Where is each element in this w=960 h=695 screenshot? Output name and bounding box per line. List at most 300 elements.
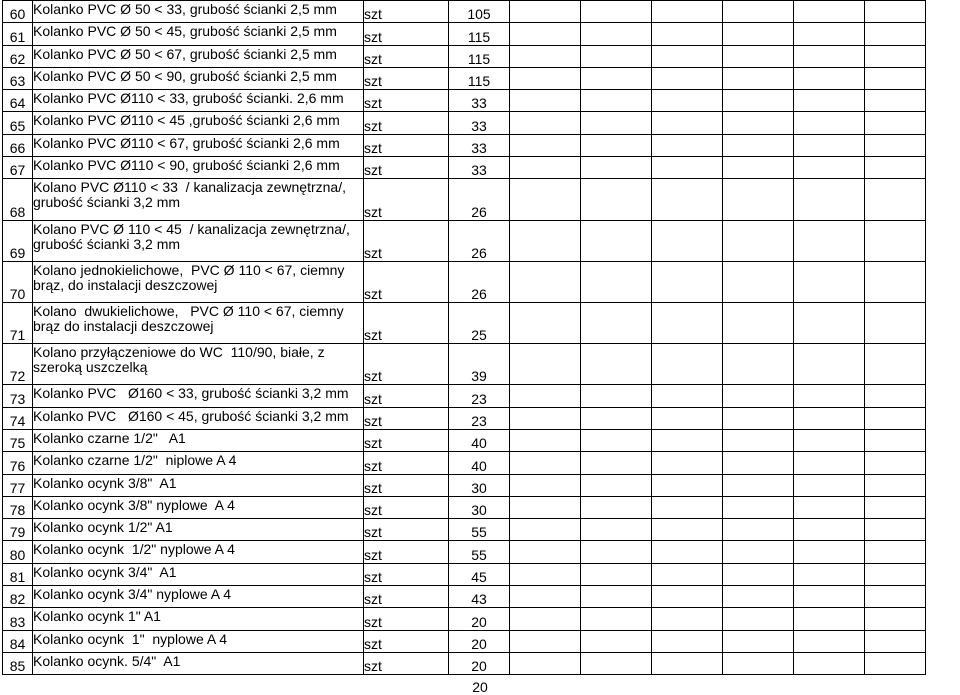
row-quantity: 20 — [449, 652, 510, 674]
row-unit: szt — [364, 134, 449, 156]
empty-cell — [723, 112, 794, 134]
empty-cell — [652, 407, 723, 429]
empty-cell — [510, 608, 581, 630]
row-description — [33, 261, 364, 302]
row-unit: szt — [364, 344, 449, 385]
empty-cell — [510, 652, 581, 674]
empty-cell — [794, 302, 865, 343]
empty-cell — [794, 652, 865, 674]
empty-cell — [794, 1, 865, 23]
row-description — [33, 179, 364, 220]
empty-cell — [723, 90, 794, 112]
row-description — [33, 519, 364, 541]
row-number: 74 — [3, 407, 33, 429]
empty-cell — [652, 608, 723, 630]
empty-cell — [723, 261, 794, 302]
empty-cell — [794, 179, 865, 220]
empty-cell — [510, 1, 581, 23]
description-line: Kolanko ocynk 3/4" A1 — [33, 563, 177, 580]
table-row — [3, 112, 926, 134]
empty-cell — [723, 67, 794, 89]
table-row — [3, 179, 926, 220]
row-description — [33, 134, 364, 156]
table-row — [3, 1, 926, 23]
empty-cell — [581, 45, 652, 67]
empty-cell — [723, 344, 794, 385]
empty-cell — [581, 496, 652, 518]
row-unit: szt — [364, 519, 449, 541]
row-description — [33, 23, 364, 45]
row-unit: szt — [364, 90, 449, 112]
row-number: 81 — [3, 563, 33, 585]
empty-cell — [510, 541, 581, 563]
row-quantity: 115 — [449, 45, 510, 67]
empty-cell — [794, 157, 865, 179]
empty-cell — [581, 302, 652, 343]
row-number: 80 — [3, 541, 33, 563]
row-number: 69 — [3, 220, 33, 261]
empty-cell — [865, 179, 926, 220]
row-description — [33, 157, 364, 179]
empty-cell — [652, 563, 723, 585]
empty-cell — [794, 45, 865, 67]
row-quantity: 40 — [449, 429, 510, 451]
row-unit: szt — [364, 608, 449, 630]
row-number: 75 — [3, 429, 33, 451]
table-row — [3, 452, 926, 474]
empty-cell — [723, 652, 794, 674]
empty-cell — [794, 474, 865, 496]
empty-cell — [723, 157, 794, 179]
empty-cell — [652, 452, 723, 474]
empty-cell — [865, 344, 926, 385]
description-line: Kolanko PVC Ø110 < 45 ,grubość ścianki 2,6 mm — [33, 112, 340, 129]
empty-cell — [581, 452, 652, 474]
table-row — [3, 496, 926, 518]
empty-cell — [865, 407, 926, 429]
empty-cell — [794, 585, 865, 607]
description-line: Kolanko PVC Ø160 < 33, grubość ścianki 3,2 mm — [33, 385, 349, 402]
description-line: Kolano przyłączeniowe do WC 110/90, białe, z — [33, 344, 325, 361]
empty-cell — [510, 407, 581, 429]
description-line: Kolano PVC Ø 110 < 45 / kanalizacja zewnętrzna/, — [33, 220, 350, 237]
row-number: 67 — [3, 157, 33, 179]
table-body — [3, 1, 926, 675]
row-description — [33, 344, 364, 385]
empty-cell — [723, 608, 794, 630]
empty-cell — [652, 134, 723, 156]
empty-cell — [723, 429, 794, 451]
row-number: 66 — [3, 134, 33, 156]
empty-cell — [794, 220, 865, 261]
description-line: Kolano PVC Ø110 < 33 / kanalizacja zewnętrzna/, — [33, 179, 346, 196]
table-row — [3, 563, 926, 585]
row-unit: szt — [364, 563, 449, 585]
empty-cell — [510, 630, 581, 652]
table-row — [3, 157, 926, 179]
empty-cell — [510, 496, 581, 518]
empty-cell — [652, 179, 723, 220]
row-quantity: 30 — [449, 474, 510, 496]
empty-cell — [581, 261, 652, 302]
empty-cell — [581, 23, 652, 45]
table-row — [3, 585, 926, 607]
empty-cell — [794, 630, 865, 652]
empty-cell — [865, 630, 926, 652]
empty-cell — [652, 157, 723, 179]
empty-cell — [794, 429, 865, 451]
empty-cell — [794, 519, 865, 541]
empty-cell — [652, 519, 723, 541]
row-description — [33, 1, 364, 23]
description-line: Kolanko ocynk 3/8" nyplowe A 4 — [33, 496, 235, 513]
empty-cell — [723, 630, 794, 652]
row-unit: szt — [364, 1, 449, 23]
table-row — [3, 407, 926, 429]
empty-cell — [865, 585, 926, 607]
table-row — [3, 23, 926, 45]
empty-cell — [510, 179, 581, 220]
empty-cell — [510, 112, 581, 134]
page-number: 20 — [472, 679, 488, 695]
empty-cell — [794, 261, 865, 302]
row-description — [33, 385, 364, 407]
empty-cell — [723, 385, 794, 407]
row-description — [33, 90, 364, 112]
empty-cell — [865, 23, 926, 45]
empty-cell — [652, 23, 723, 45]
empty-cell — [652, 344, 723, 385]
empty-cell — [652, 630, 723, 652]
row-number: 64 — [3, 90, 33, 112]
empty-cell — [510, 67, 581, 89]
description-line: Kolanko PVC Ø110 < 90, grubość ścianki 2,6 mm — [33, 157, 340, 174]
empty-cell — [794, 452, 865, 474]
row-number: 79 — [3, 519, 33, 541]
description-line: Kolanko ocynk 1" nyplowe A 4 — [33, 630, 228, 647]
row-quantity: 30 — [449, 496, 510, 518]
empty-cell — [794, 563, 865, 585]
table-row — [3, 385, 926, 407]
row-number: 60 — [3, 1, 33, 23]
empty-cell — [581, 385, 652, 407]
row-quantity: 105 — [449, 1, 510, 23]
empty-cell — [723, 563, 794, 585]
row-description — [33, 452, 364, 474]
empty-cell — [510, 134, 581, 156]
row-unit: szt — [364, 261, 449, 302]
row-quantity: 40 — [449, 452, 510, 474]
empty-cell — [581, 134, 652, 156]
empty-cell — [794, 67, 865, 89]
description-line: Kolanko PVC Ø110 < 67, grubość ścianki 2,6 mm — [33, 134, 340, 151]
row-number: 84 — [3, 630, 33, 652]
table-row — [3, 220, 926, 261]
row-quantity: 23 — [449, 385, 510, 407]
row-number: 85 — [3, 652, 33, 674]
row-number: 73 — [3, 385, 33, 407]
empty-cell — [723, 302, 794, 343]
empty-cell — [723, 474, 794, 496]
empty-cell — [865, 134, 926, 156]
row-description — [33, 45, 364, 67]
table-row — [3, 652, 926, 674]
row-unit: szt — [364, 385, 449, 407]
row-quantity: 26 — [449, 261, 510, 302]
description-line: Kolanko czarne 1/2" niplowe A 4 — [33, 452, 237, 469]
empty-cell — [510, 157, 581, 179]
row-quantity: 55 — [449, 519, 510, 541]
table-row — [3, 302, 926, 343]
empty-cell — [723, 179, 794, 220]
empty-cell — [510, 563, 581, 585]
empty-cell — [865, 519, 926, 541]
row-description — [33, 474, 364, 496]
empty-cell — [865, 261, 926, 302]
empty-cell — [652, 302, 723, 343]
empty-cell — [723, 452, 794, 474]
empty-cell — [794, 541, 865, 563]
description-line: Kolanko ocynk 1/2" nyplowe A 4 — [33, 541, 235, 558]
empty-cell — [865, 90, 926, 112]
row-unit: szt — [364, 541, 449, 563]
empty-cell — [794, 496, 865, 518]
empty-cell — [652, 474, 723, 496]
empty-cell — [510, 220, 581, 261]
description-line: Kolanko ocynk 3/4" nyplowe A 4 — [33, 585, 231, 602]
row-description — [33, 67, 364, 89]
description-line-2: grubość ścianki 3,2 mm — [33, 235, 181, 252]
row-quantity: 20 — [449, 608, 510, 630]
row-number: 62 — [3, 45, 33, 67]
table-row — [3, 45, 926, 67]
description-line: Kolanko PVC Ø 50 < 90, grubość ścianki 2,5 mm — [33, 67, 337, 84]
empty-cell — [794, 90, 865, 112]
row-unit: szt — [364, 452, 449, 474]
row-quantity: 33 — [449, 90, 510, 112]
row-unit: szt — [364, 652, 449, 674]
description-line-2: brąz, do instalacji deszczowej — [33, 276, 218, 293]
empty-cell — [865, 112, 926, 134]
empty-cell — [723, 220, 794, 261]
row-quantity: 26 — [449, 179, 510, 220]
row-number: 76 — [3, 452, 33, 474]
row-quantity: 20 — [449, 630, 510, 652]
row-number: 83 — [3, 608, 33, 630]
empty-cell — [723, 585, 794, 607]
description-line: Kolanko ocynk 3/8" A1 — [33, 474, 177, 491]
row-unit: szt — [364, 157, 449, 179]
empty-cell — [723, 541, 794, 563]
description-line: Kolano dwukielichowe, PVC Ø 110 < 67, ciemny — [33, 302, 344, 319]
description-line-2: szeroką uszczelką — [33, 359, 148, 376]
description-line: Kolanko ocynk 1" A1 — [33, 608, 161, 625]
empty-cell — [510, 344, 581, 385]
table-row — [3, 519, 926, 541]
description-line-2: brąz do instalacji deszczowej — [33, 317, 214, 334]
description-line-2: grubość ścianki 3,2 mm — [33, 194, 181, 211]
row-description — [33, 407, 364, 429]
empty-cell — [581, 585, 652, 607]
empty-cell — [652, 112, 723, 134]
empty-cell — [652, 90, 723, 112]
row-unit: szt — [364, 67, 449, 89]
empty-cell — [652, 496, 723, 518]
table-row — [3, 630, 926, 652]
empty-cell — [794, 23, 865, 45]
empty-cell — [723, 134, 794, 156]
empty-cell — [865, 385, 926, 407]
empty-cell — [794, 112, 865, 134]
row-description — [33, 112, 364, 134]
description-line: Kolanko czarne 1/2" A1 — [33, 429, 186, 446]
row-quantity: 23 — [449, 407, 510, 429]
row-quantity: 33 — [449, 134, 510, 156]
empty-cell — [794, 344, 865, 385]
row-number: 70 — [3, 261, 33, 302]
row-number: 61 — [3, 23, 33, 45]
row-quantity: 45 — [449, 563, 510, 585]
row-quantity: 33 — [449, 157, 510, 179]
empty-cell — [723, 519, 794, 541]
empty-cell — [581, 344, 652, 385]
empty-cell — [510, 261, 581, 302]
row-unit: szt — [364, 630, 449, 652]
row-quantity: 39 — [449, 344, 510, 385]
row-quantity: 115 — [449, 23, 510, 45]
table-row — [3, 474, 926, 496]
empty-cell — [510, 474, 581, 496]
empty-cell — [581, 541, 652, 563]
row-description — [33, 608, 364, 630]
empty-cell — [865, 541, 926, 563]
empty-cell — [652, 261, 723, 302]
empty-cell — [581, 474, 652, 496]
row-description — [33, 652, 364, 674]
empty-cell — [652, 541, 723, 563]
empty-cell — [865, 608, 926, 630]
row-description — [33, 302, 364, 343]
row-quantity: 33 — [449, 112, 510, 134]
row-unit: szt — [364, 112, 449, 134]
row-description — [33, 630, 364, 652]
row-description — [33, 541, 364, 563]
table-row — [3, 541, 926, 563]
empty-cell — [581, 429, 652, 451]
table-row — [3, 90, 926, 112]
row-description — [33, 220, 364, 261]
row-number: 82 — [3, 585, 33, 607]
empty-cell — [723, 1, 794, 23]
row-quantity: 25 — [449, 302, 510, 343]
empty-cell — [865, 45, 926, 67]
empty-cell — [865, 302, 926, 343]
empty-cell — [865, 1, 926, 23]
empty-cell — [865, 220, 926, 261]
empty-cell — [865, 429, 926, 451]
empty-cell — [652, 585, 723, 607]
description-line: Kolanko PVC Ø160 < 45, grubość ścianki 3,2 mm — [33, 407, 349, 424]
empty-cell — [723, 45, 794, 67]
description-line: Kolanko PVC Ø 50 < 67, grubość ścianki 2,5 mm — [33, 45, 337, 62]
price-table — [2, 0, 926, 675]
empty-cell — [794, 134, 865, 156]
row-unit: szt — [364, 302, 449, 343]
row-quantity: 55 — [449, 541, 510, 563]
row-number: 78 — [3, 496, 33, 518]
row-unit: szt — [364, 179, 449, 220]
empty-cell — [510, 519, 581, 541]
empty-cell — [510, 90, 581, 112]
empty-cell — [581, 157, 652, 179]
empty-cell — [510, 429, 581, 451]
empty-cell — [581, 608, 652, 630]
row-unit: szt — [364, 496, 449, 518]
table-row — [3, 344, 926, 385]
table-row — [3, 608, 926, 630]
empty-cell — [581, 112, 652, 134]
empty-cell — [581, 179, 652, 220]
empty-cell — [794, 385, 865, 407]
row-number: 65 — [3, 112, 33, 134]
empty-cell — [510, 45, 581, 67]
description-line: Kolanko PVC Ø 50 < 33, grubość ścianki 2,5 mm — [33, 1, 337, 17]
row-unit: szt — [364, 407, 449, 429]
empty-cell — [794, 407, 865, 429]
empty-cell — [723, 407, 794, 429]
row-number: 77 — [3, 474, 33, 496]
table-row — [3, 67, 926, 89]
empty-cell — [581, 519, 652, 541]
description-line: Kolanko PVC Ø110 < 33, grubość ścianki. 2,6 mm — [33, 90, 344, 107]
empty-cell — [865, 157, 926, 179]
row-description — [33, 429, 364, 451]
row-number: 71 — [3, 302, 33, 343]
empty-cell — [865, 652, 926, 674]
row-number: 68 — [3, 179, 33, 220]
empty-cell — [652, 385, 723, 407]
empty-cell — [581, 407, 652, 429]
row-unit: szt — [364, 23, 449, 45]
row-quantity: 115 — [449, 67, 510, 89]
empty-cell — [510, 23, 581, 45]
empty-cell — [865, 496, 926, 518]
empty-cell — [865, 67, 926, 89]
empty-cell — [865, 452, 926, 474]
empty-cell — [581, 630, 652, 652]
row-unit: szt — [364, 474, 449, 496]
empty-cell — [581, 90, 652, 112]
row-unit: szt — [364, 220, 449, 261]
row-unit: szt — [364, 429, 449, 451]
empty-cell — [581, 1, 652, 23]
row-unit: szt — [364, 585, 449, 607]
empty-cell — [865, 474, 926, 496]
empty-cell — [581, 220, 652, 261]
empty-cell — [652, 652, 723, 674]
empty-cell — [510, 585, 581, 607]
table-row — [3, 134, 926, 156]
empty-cell — [652, 220, 723, 261]
table-row — [3, 261, 926, 302]
empty-cell — [652, 1, 723, 23]
empty-cell — [581, 67, 652, 89]
table-row — [3, 429, 926, 451]
row-description — [33, 496, 364, 518]
row-description — [33, 563, 364, 585]
empty-cell — [581, 652, 652, 674]
row-description — [33, 585, 364, 607]
